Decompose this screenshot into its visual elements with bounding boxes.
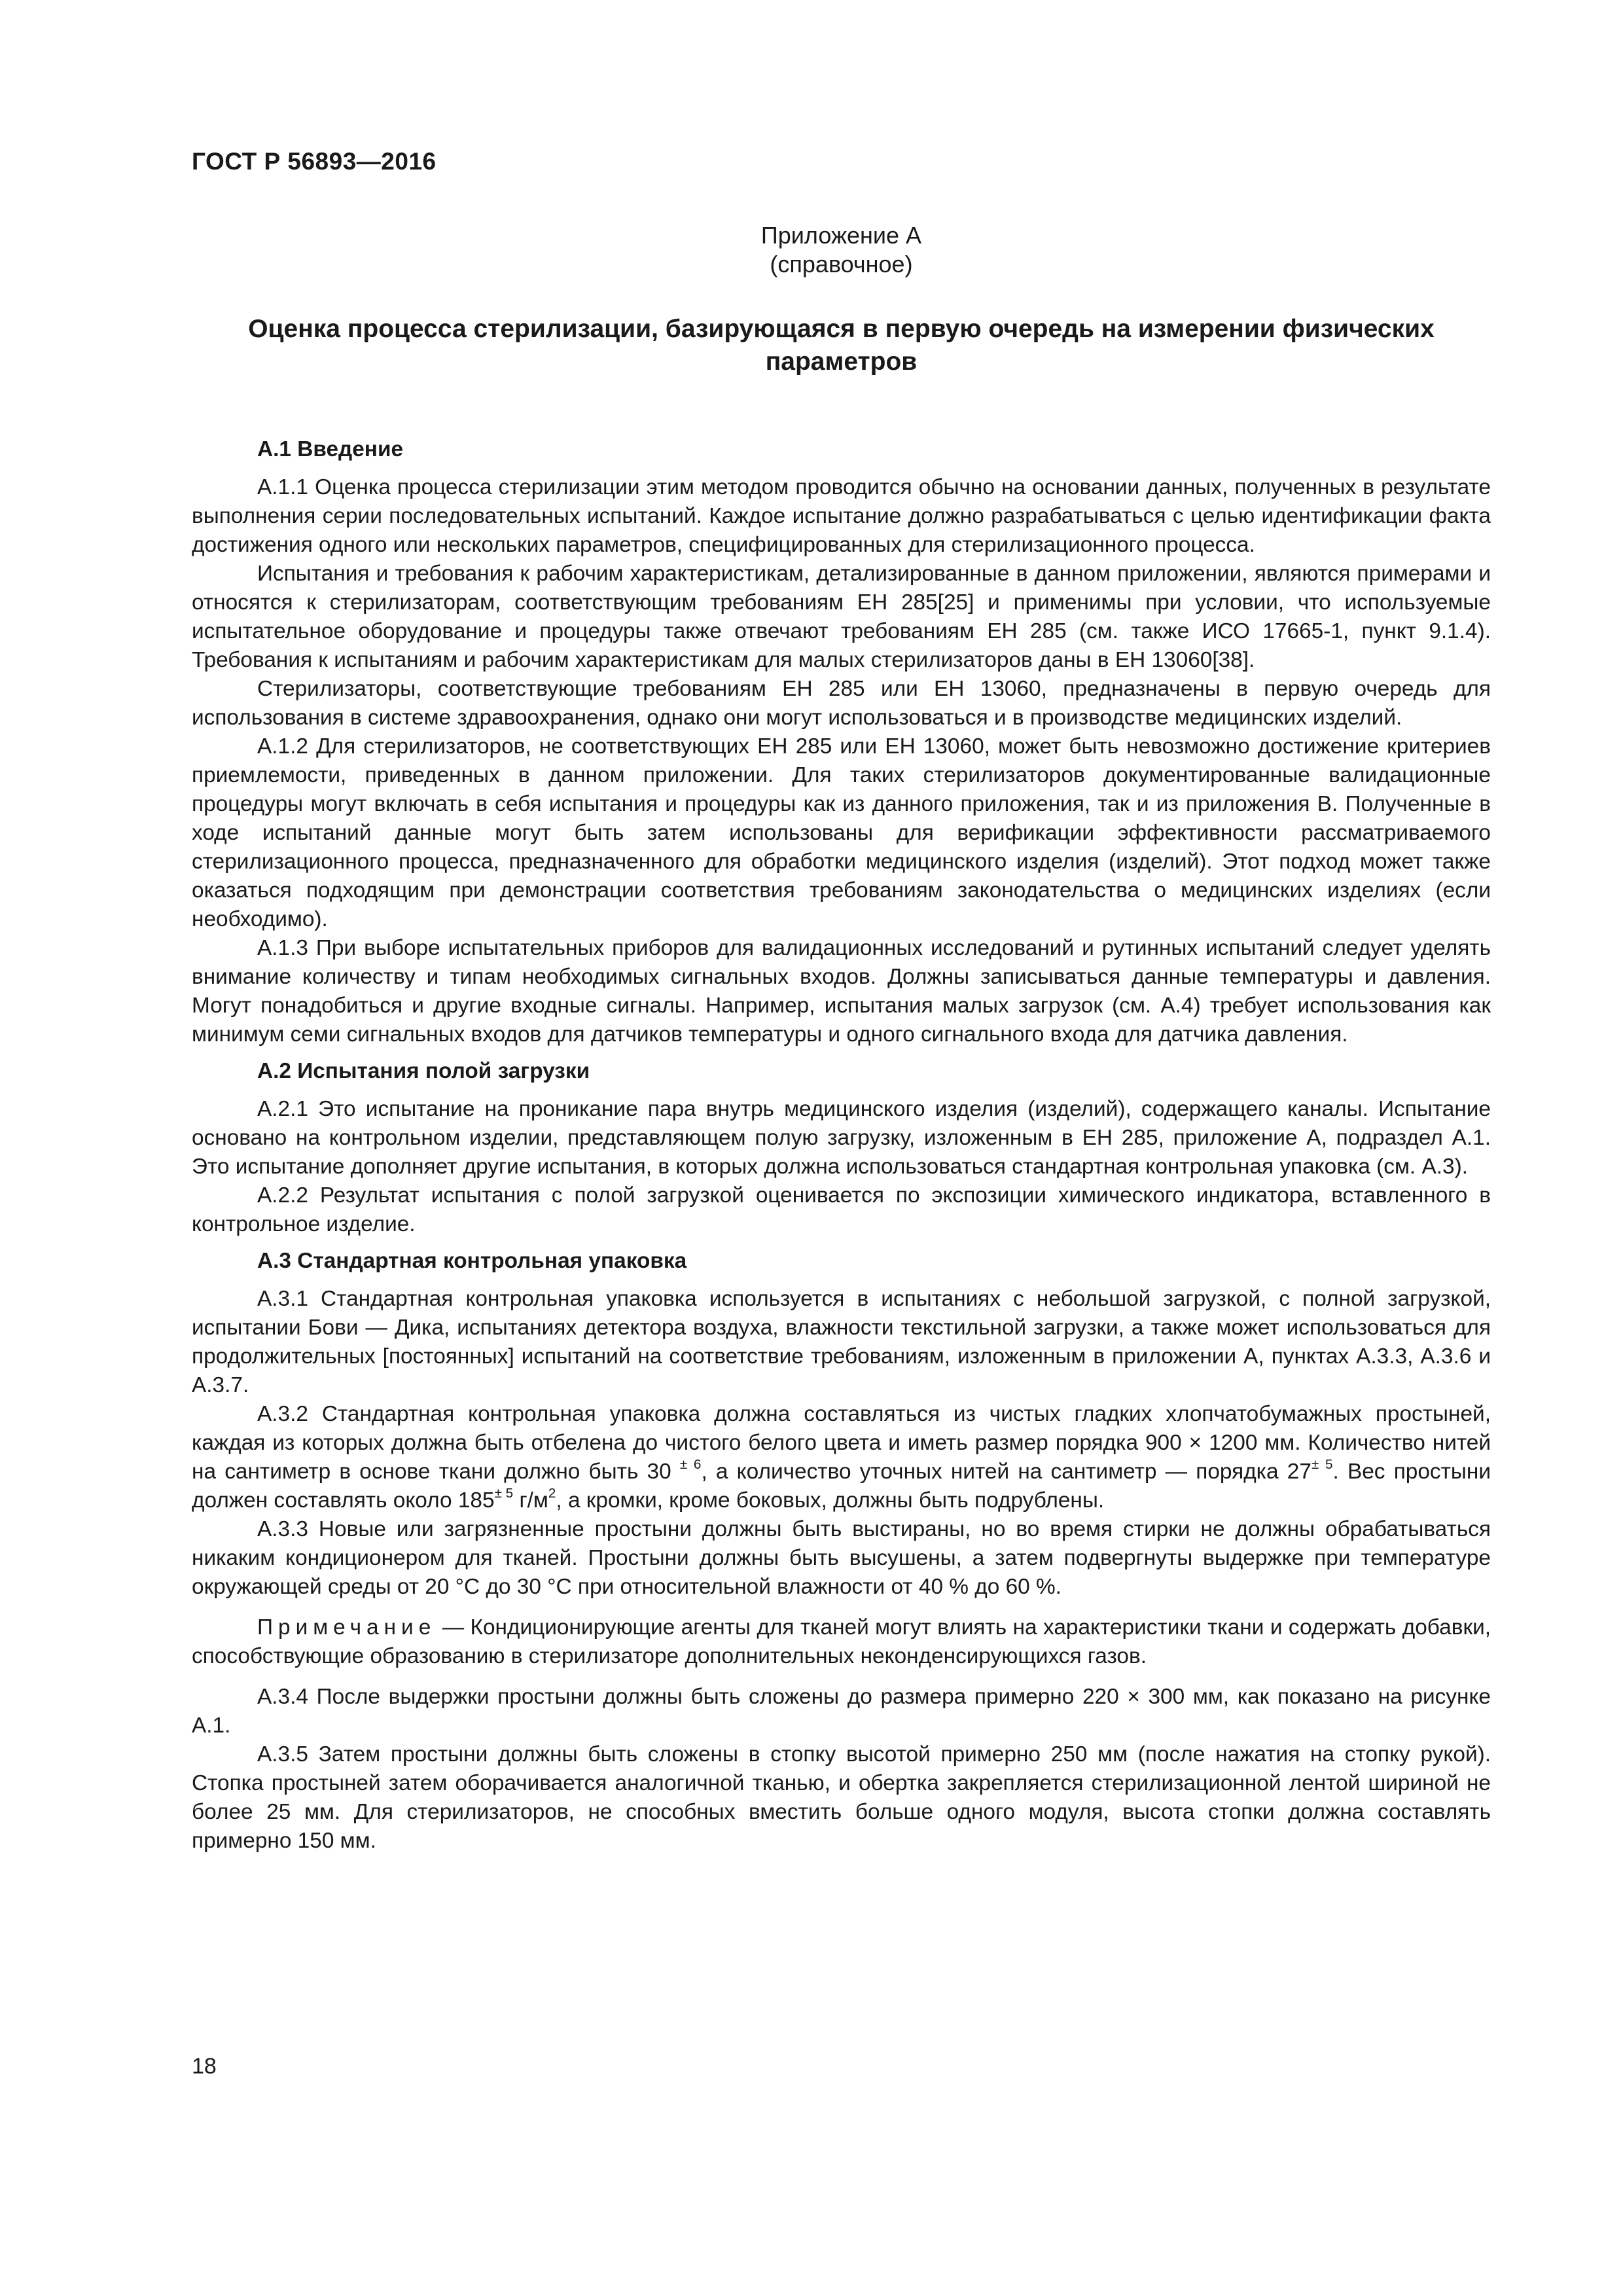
tolerance-superscript: ± 5 xyxy=(1311,1457,1333,1473)
page-number: 18 xyxy=(192,2054,217,2079)
note-label: Примечание xyxy=(257,1615,437,1640)
tolerance-superscript: ± 6 xyxy=(679,1457,702,1473)
standard-header: ГОСТ Р 56893—2016 xyxy=(192,148,437,175)
paragraph-a3-2-text-e: , а кромки, кроме боковых, должны быть подрублены. xyxy=(556,1488,1105,1513)
section-heading-a2: А.2 Испытания полой загрузки xyxy=(257,1059,590,1083)
annex-kind: (справочное) xyxy=(770,251,913,278)
note-text: — Кондиционирующие агенты для тканей могут влиять на характеристики ткани и содержать добавки, способствующие образованию в стерилизаторе дополнительных неконденсирующихся газов. xyxy=(192,1615,1491,1668)
paragraph-a1-1-2: Испытания и требования к рабочим характеристикам, детализированные в данном приложении, являются примерами и относятся к стерилизаторам, соответствующим требованиям ЕН 285[25] и применимы при условии, что используемые испытательное оборудование и процедуры также отвечают требованиям ЕН 285 (см. также ИСО 17665-1, пункт 9.1.4). Требования к испытаниям и рабочим характеристикам для малых стерилизаторов даны в ЕН 13060[38]. xyxy=(192,562,1491,672)
tolerance-superscript: ± 5 xyxy=(494,1486,514,1501)
paragraph-a1-1-3: Стерилизаторы, соответствующие требованиям ЕН 285 или ЕН 13060, предназначены в первую очередь для использования в системе здравоохранения, однако они могут использоваться и в производстве медицинских изделий. xyxy=(192,677,1491,730)
paragraph-a3-4: А.3.4 После выдержки простыни должны быть сложены до размера примерно 220 × 300 мм, как показано на рисунке А.1. xyxy=(192,1685,1491,1738)
paragraph-a1-1-1: А.1.1 Оценка процесса стерилизации этим методом проводится обычно на основании данных, полученных в результате выполнения серии последовательных испытаний. Каждое испытание должно разрабатываться с целью идентификации факта достижения одного или нескольких параметров, специфицированных для стерилизационного процесса. xyxy=(192,475,1491,557)
paragraph-a3-2 xyxy=(192,1400,1491,1515)
paragraph-a1-2: А.1.2 Для стерилизаторов, не соответствующих ЕН 285 или ЕН 13060, может быть невозможно достижение критериев приемлемости, приведенных в данном приложении. Для таких стерилизаторов документированные валидационные процедуры могут включать в себя испытания и процедуры как из данного приложения, так и из приложения В. Полученные в ходе испытаний данные могут быть затем использованы для верификации эффективности рассматриваемого стерилизационного процесса, предназначенного для обработки медицинского изделия (изделий). Этот подход может также оказаться подходящим при демонстрации соответствия требованиям законодательства о медицинских изделиях (если необходимо). xyxy=(192,734,1491,931)
paragraph-a2-2: А.2.2 Результат испытания с полой загрузкой оценивается по экспозиции химического индикатора, вставленного в контрольное изделие. xyxy=(192,1183,1491,1236)
paragraph-a3-2-text-b: , а количество уточных нитей на сантиметр — порядка 27 xyxy=(701,1460,1311,1484)
paragraph-a3-3: А.3.3 Новые или загрязненные простыни должны быть выстираны, но во время стирки не должны обрабатываться никаким кондиционером для тканей. Простыни должны быть высушены, а затем подвергнуты выдержке при температуре окружающей среды от 20 °С до 30 °С при относительной влажности от 40 % до 60 %. xyxy=(192,1517,1491,1599)
section-heading-a1: А.1 Введение xyxy=(257,437,404,461)
unit-exponent: 2 xyxy=(548,1486,556,1501)
paragraph-a3-1: А.3.1 Стандартная контрольная упаковка используется в испытаниях с небольшой загрузкой, с полной загрузкой, испытании Бови — Дика, испытаниях детектора воздуха, влажности текстильной загрузки, а также может использоваться для продолжительных [постоянных] испытаний на соответствие требованиям, изложенным в приложении А, пунктах А.3.3, А.3.6 и А.3.7. xyxy=(192,1287,1491,1397)
annex-body xyxy=(192,435,1491,1856)
paragraph-a3-2-text-d: г/м xyxy=(513,1488,548,1513)
annex-heading xyxy=(192,221,1491,279)
paragraph-a3-5: А.3.5 Затем простыни должны быть сложены в стопку высотой примерно 250 мм (после нажатия на стопку рукой). Стопка простыней затем оборачивается аналогичной тканью, и обертка закрепляется стерилизационной лентой шириной не более 25 мм. Для стерилизаторов, не способных вместить больше одного модуля, высота стопки должна составлять примерно 150 мм. xyxy=(192,1742,1491,1853)
paragraph-a3-2-text-c: . Вес простыни должен составлять около 185 xyxy=(192,1460,1491,1513)
paragraph-a3-2-text-a: А.3.2 Стандартная контрольная упаковка должна составляться из чистых гладких хлопчатобумажных простыней, каждая из которых должна быть отбелена до чистого белого цвета и иметь размер порядка 900 × 1200 мм. Количество нитей на сантиметр в основе ткани должно быть 30 xyxy=(192,1402,1491,1484)
paragraph-a2-1: А.2.1 Это испытание на проникание пара внутрь медицинского изделия (изделий), содержащего каналы. Испытание основано на контрольном изделии, представляющем полую загрузку, изложенным в ЕН 285, приложение А, подраздел А.1. Это испытание дополняет другие испытания, в которых должна использоваться стандартная контрольная упаковка (см. А.3). xyxy=(192,1097,1491,1179)
paragraph-a1-3: А.1.3 При выборе испытательных приборов для валидационных исследований и рутинных испытаний следует уделять внимание количеству и типам необходимых сигнальных входов. Должны записываться данные температуры и давления. Могут понадобиться и другие входные сигналы. Например, испытания малых загрузок (см. А.4) требует использования как минимум семи сигнальных входов для датчиков температуры и одного сигнального входа для датчика давления. xyxy=(192,936,1491,1047)
section-heading-a3: А.3 Стандартная контрольная упаковка xyxy=(257,1249,687,1273)
annex-label: Приложение А xyxy=(760,222,922,249)
note xyxy=(192,1613,1491,1671)
annex-title: Оценка процесса стерилизации, базирующаяся в первую очередь на измерении физических параметров xyxy=(248,315,1435,376)
